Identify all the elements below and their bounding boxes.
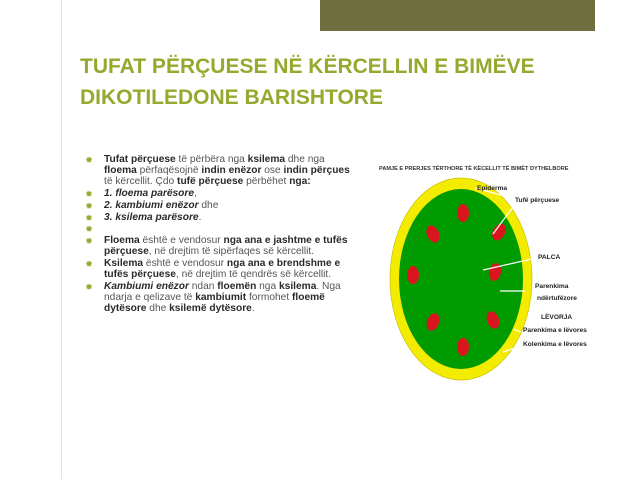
vascular-bundle xyxy=(407,266,419,284)
bullet-text-run: Kambiumi enëzor xyxy=(104,280,189,292)
frame-border xyxy=(61,0,62,479)
bullet-item xyxy=(82,235,352,257)
bullet-icon: ✹ xyxy=(85,212,93,223)
stem-cross-section-diagram xyxy=(363,152,623,392)
bullet-text-run: kambiumit xyxy=(195,291,247,303)
bullet-text-run: Floema xyxy=(104,234,140,246)
vascular-bundle xyxy=(457,338,469,356)
bullet-icon: ✹ xyxy=(85,258,93,269)
bullet-item xyxy=(82,200,352,211)
bullet-text-run: Ksilema xyxy=(104,257,144,269)
bullet-text-run: formohet xyxy=(246,291,293,303)
bullet-text-run: indin përçues xyxy=(283,165,350,177)
label-parenkima-ndertufezore-1: Parenkima xyxy=(535,283,569,290)
bullet-text-run: nga ana e brendshme e tufës përçuese xyxy=(104,257,341,281)
bullet-text-run: 3. ksilema parësore xyxy=(104,211,199,223)
bullet-icon: ✹ xyxy=(85,200,93,211)
diagram-svg xyxy=(363,152,623,392)
bullet-text-run: 1. floema parësore xyxy=(104,188,195,200)
bullet-text-run: . Nga ndarja e qelizave të xyxy=(104,280,341,303)
bullet-text-run: është e vendosur xyxy=(143,257,227,269)
bullet-text-run: ndan xyxy=(188,280,218,292)
diagram-heading: PAMJE E PRERJES TËRTHORE TË KËCELLIT TË BIMËT DYTHELBORE xyxy=(379,166,569,172)
slide-title xyxy=(80,51,600,113)
bullet-icon: ✹ xyxy=(85,224,93,235)
bullet-text-run: dhe xyxy=(198,199,219,211)
title-line-1: TUFAT PËRÇUESE NË KËRCELLIN E BIMËVE xyxy=(80,55,535,78)
bullet-text-run: të kërcellit. Çdo xyxy=(104,176,178,188)
decorative-header-block xyxy=(320,0,595,31)
bullet-text-run: ksilema xyxy=(278,280,317,292)
bullet-icon: ✹ xyxy=(85,281,93,292)
bullet-text-run: dhe xyxy=(146,303,170,315)
label-epiderma: Epiderma xyxy=(477,185,508,192)
label-tufe-percuese: Tufë përçuese xyxy=(515,197,560,204)
label-kolenkima-levores: Kolenkima e lëvores xyxy=(523,341,587,348)
bullet-text-run: , xyxy=(194,188,197,200)
bullet-icon: ✹ xyxy=(85,189,93,200)
bullet-text-run: floemën xyxy=(217,280,257,292)
bullet-text-run: nga xyxy=(256,280,279,292)
bullet-text-run: dhe nga xyxy=(285,154,325,165)
label-parenkima-levores: Parenkima e lëvores xyxy=(523,327,587,334)
bullet-text-run: tufë përçuese xyxy=(177,176,244,188)
bullet-text-run: floemë dytësore xyxy=(104,291,325,315)
title-line-2: DIKOTILEDONE BARISHTORE xyxy=(80,86,383,109)
bullet-item xyxy=(82,154,352,188)
bullet-text-run: të përbëra nga xyxy=(175,154,248,165)
label-levorja: LËVORJA xyxy=(541,314,573,321)
bullet-text-run: . xyxy=(251,303,255,315)
bullet-text-run: indin enëzor xyxy=(201,165,262,177)
bullet-text-run: floema xyxy=(104,165,137,177)
label-palca: PALCA xyxy=(538,254,561,261)
bullet-text-run: Tufat përçuese xyxy=(104,154,176,165)
bullet-text-run: përfaqësojnë xyxy=(136,165,202,177)
bullet-text-run: , në drejtim të sipërfaqes së kërcellit. xyxy=(148,246,315,258)
bullet-item xyxy=(82,212,352,223)
bullet-text-run: . xyxy=(198,211,202,223)
bullet-text-run: ose xyxy=(261,165,284,177)
bullet-item xyxy=(82,188,352,199)
bullet-item xyxy=(82,258,352,280)
bullet-text-run: është e vendosur xyxy=(139,234,224,246)
bullet-text-run: 2. kambiumi enëzor xyxy=(104,199,199,211)
bullet-text-run: ksilemë dytësore xyxy=(169,303,252,315)
label-parenkima-ndertufezore-2: ndërtufëzore xyxy=(537,295,577,302)
bullet-text-run: përbëhet xyxy=(243,176,290,188)
bullet-list xyxy=(82,154,352,315)
vascular-bundle xyxy=(457,204,469,222)
bullet-icon: ✹ xyxy=(85,155,93,165)
bullet-icon: ✹ xyxy=(85,235,93,246)
bullet-text-run: ksilema xyxy=(247,154,286,165)
bullet-text-run: nga: xyxy=(289,176,311,188)
bullet-item xyxy=(82,223,352,234)
bullet-text-run: nga ana e jashtme e tufës përçuese xyxy=(104,234,348,258)
bullet-text-run: , në drejtim të qendrës së kërcellit. xyxy=(175,269,332,281)
bullet-item xyxy=(82,281,352,315)
